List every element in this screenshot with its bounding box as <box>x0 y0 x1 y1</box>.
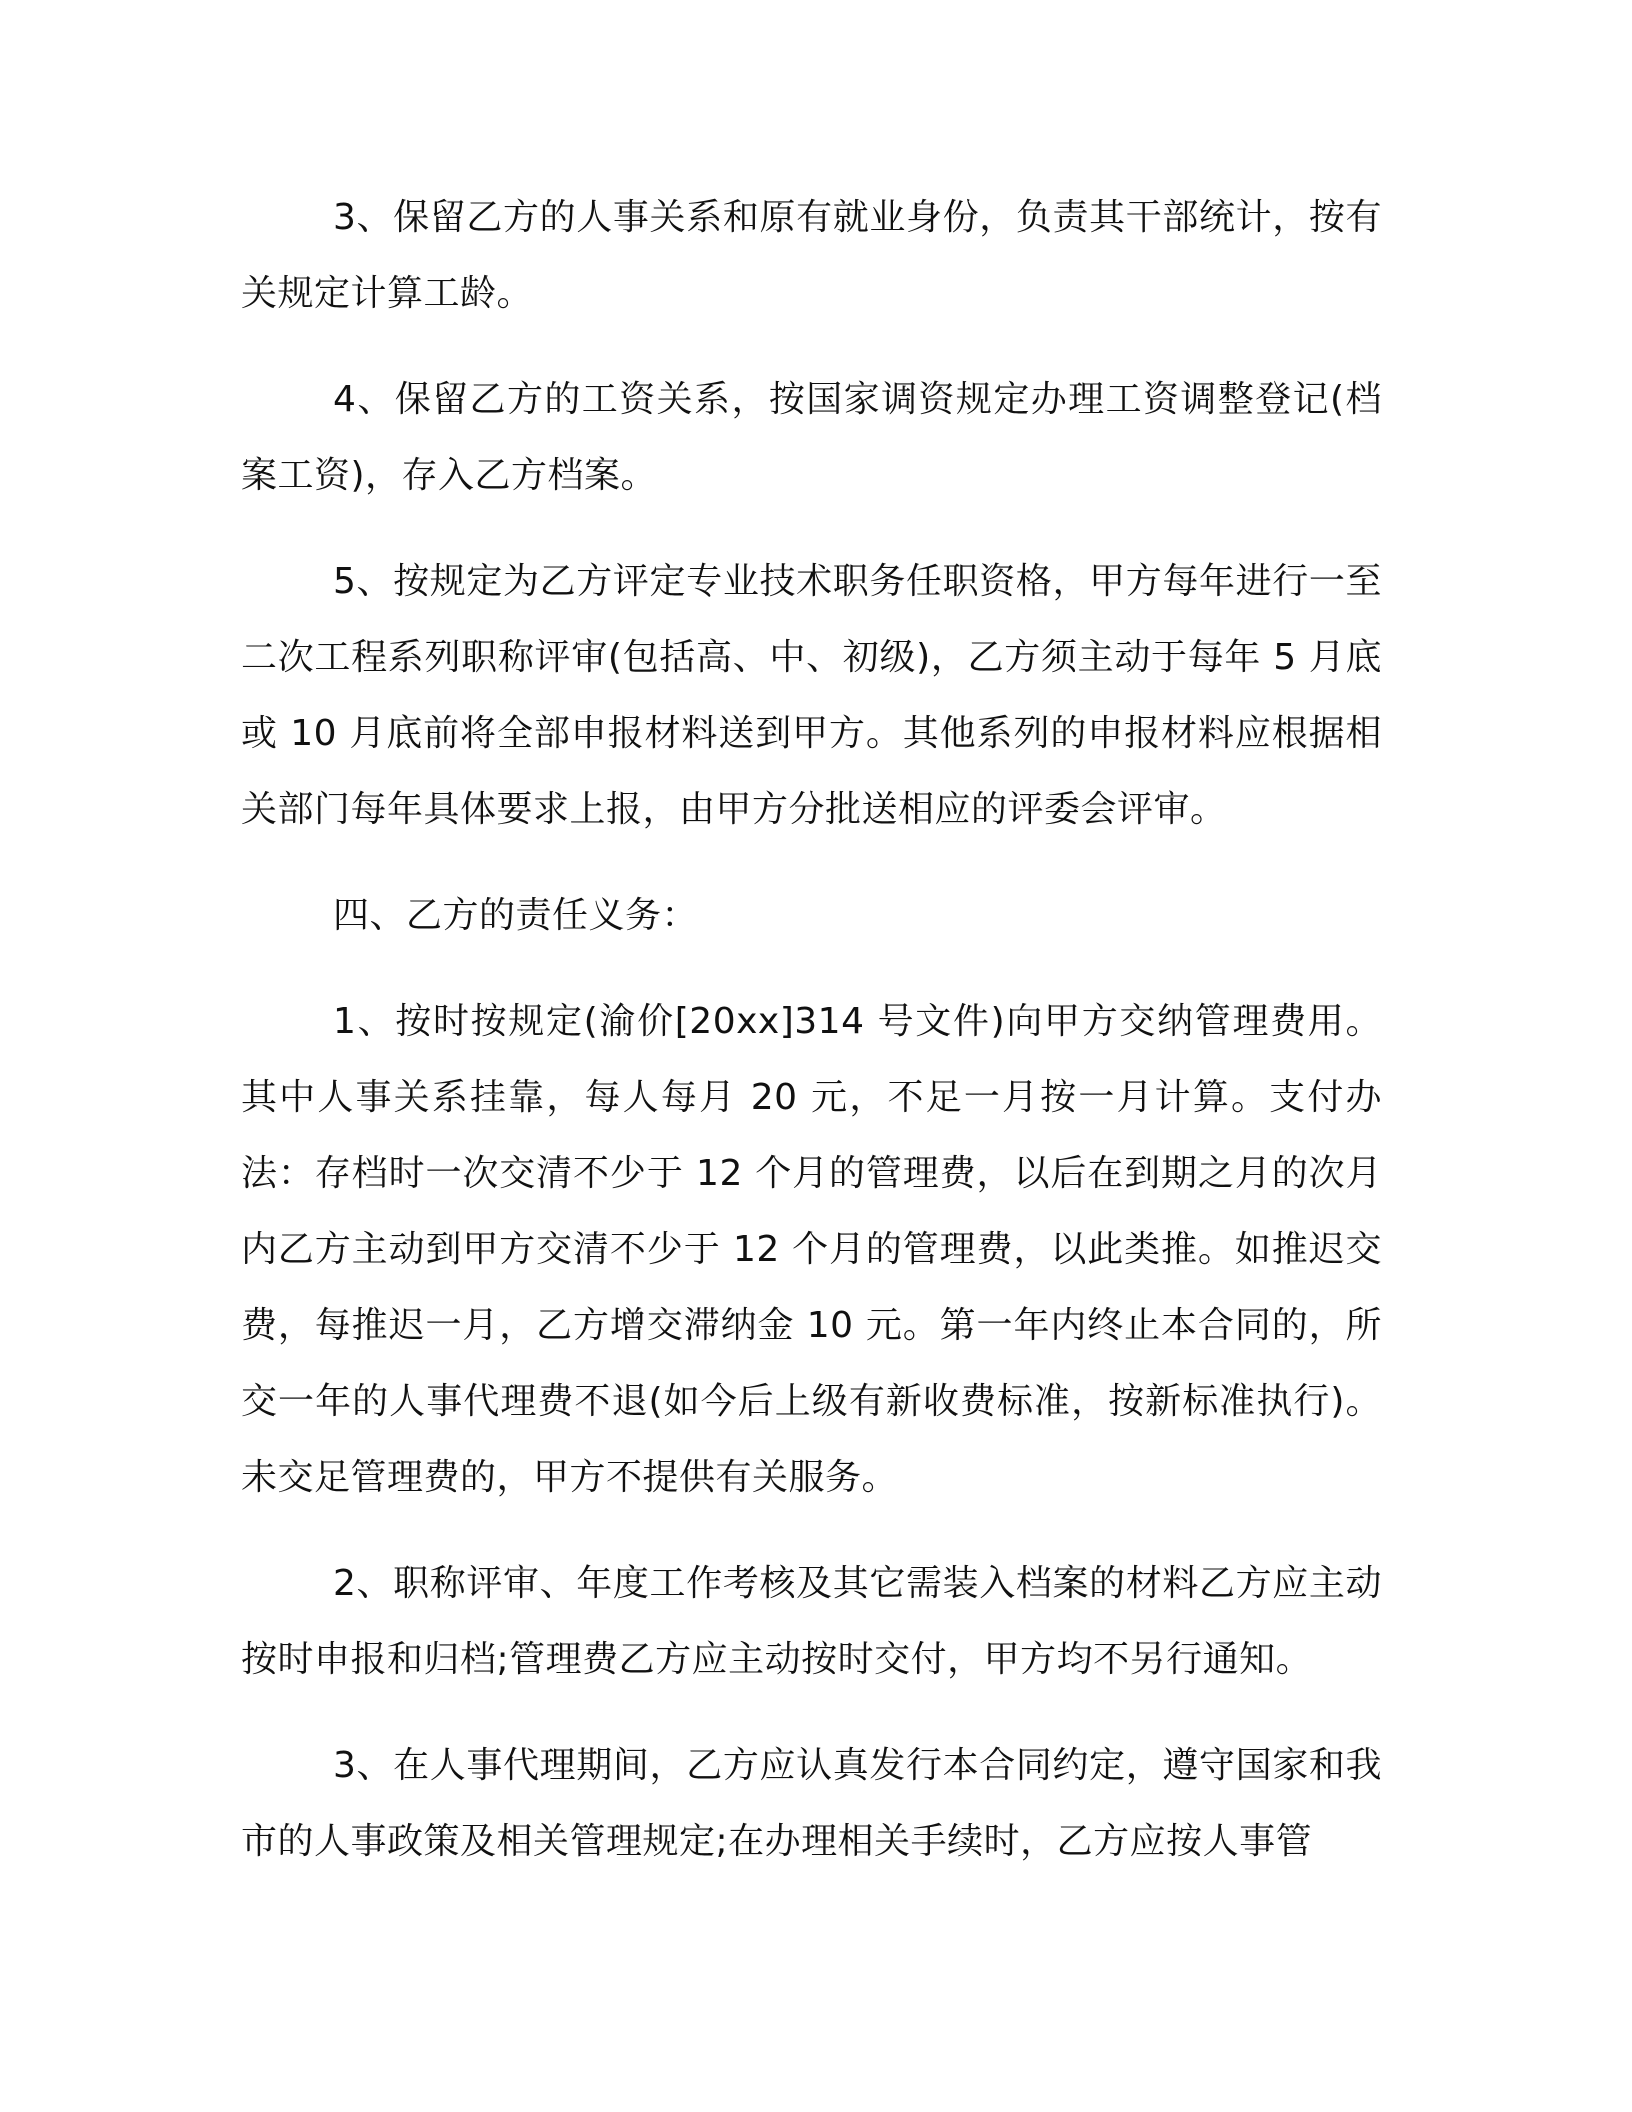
paragraph-duty-3-compliance: 3、在人事代理期间，乙方应认真发行本合同约定，遵守国家和我市的人事政策及相关管理规定;在办理相关手续时，乙方应按人事管 <box>241 1745 1382 1862</box>
paragraph-duty-2-filing: 2、职称评审、年度工作考核及其它需装入档案的材料乙方应主动按时申报和归档;管理费乙方应主动按时交付，甲方均不另行通知。 <box>241 1563 1382 1680</box>
document-body <box>241 180 1382 1910</box>
paragraph-clause-3-personnel: 3、保留乙方的人事关系和原有就业身份，负责其干部统计，按有关规定计算工龄。 <box>241 197 1382 314</box>
paragraph-clause-4-salary: 4、保留乙方的工资关系，按国家调资规定办理工资调整登记(档案工资)，存入乙方档案。 <box>241 379 1382 496</box>
section-heading-party-b-duties: 四、乙方的责任义务： <box>333 895 699 936</box>
paragraph-clause-5-title-review: 5、按规定为乙方评定专业技术职务任职资格，甲方每年进行一至二次工程系列职称评审(包括高、中、初级)，乙方须主动于每年 5 月底或 10 月底前将全部申报材料送到甲方。其他系列的申报材料应根据相关部门每年具体要求上报，由甲方分批送相应的评委会评审。 <box>241 561 1382 830</box>
paragraph-duty-1-fees: 1、按时按规定(渝价[20xx]314 号文件)向甲方交纳管理费用。其中人事关系挂靠，每人每月 20 元，不足一月按一月计算。支付办法：存档时一次交清不少于 12 个月的管理费，以后在到期之月的次月内乙方主动到甲方交清不少于 12 个月的管理费，以此类推。如推迟交费，每推迟一月，乙方增交滞纳金 10 元。第一年内终止本合同的，所交一年的人事代理费不退(如今后上级有新收费标准，按新标准执行)。未交足管理费的，甲方不提供有关服务。 <box>241 1001 1382 1498</box>
